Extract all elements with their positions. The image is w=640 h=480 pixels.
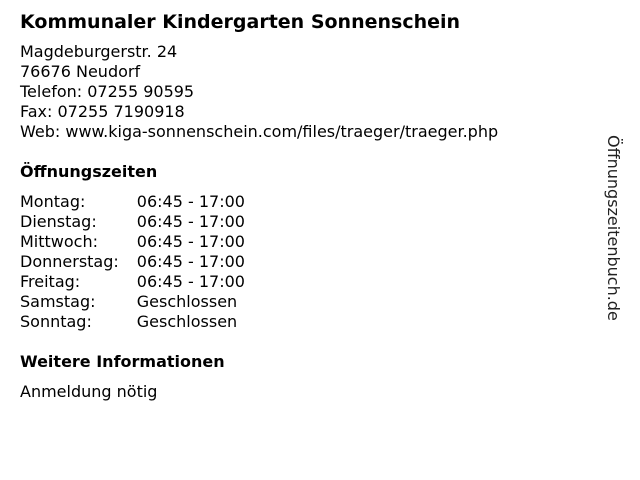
hours-value: 06:45 - 17:00	[136, 232, 245, 251]
hours-row-tuesday	[20, 212, 245, 232]
hours-value: 06:45 - 17:00	[136, 252, 245, 271]
more-info-text: Anmeldung nötig	[20, 382, 158, 401]
more-info-heading: Weitere Informationen	[20, 352, 225, 371]
hours-row-thursday	[20, 252, 245, 272]
day-label: Dienstag:	[20, 212, 97, 231]
hours-value: 06:45 - 17:00	[136, 192, 245, 211]
day-label: Sonntag:	[20, 312, 92, 331]
hours-row-wednesday	[20, 232, 245, 252]
fax-number: Fax: 07255 7190918	[20, 102, 185, 121]
street-address: Magdeburgerstr. 24	[20, 42, 178, 61]
address-block	[20, 42, 600, 142]
hours-row-monday	[20, 192, 245, 212]
city-address: 76676 Neudorf	[20, 62, 141, 81]
hours-value: Geschlossen	[136, 312, 238, 331]
day-label: Samstag:	[20, 292, 96, 311]
opening-hours-table	[20, 192, 245, 332]
day-label: Donnerstag:	[20, 252, 119, 271]
hours-row-saturday	[20, 292, 245, 312]
business-card	[20, 10, 600, 402]
opening-hours-heading: Öffnungszeiten	[20, 162, 158, 181]
hours-value: Geschlossen	[136, 292, 238, 311]
hours-row-friday	[20, 272, 245, 292]
day-label: Freitag:	[20, 272, 81, 291]
hours-value: 06:45 - 17:00	[136, 272, 245, 291]
hours-value: 06:45 - 17:00	[136, 212, 245, 231]
day-label: Mittwoch:	[20, 232, 98, 251]
day-label: Montag:	[20, 192, 86, 211]
phone-number: Telefon: 07255 90595	[20, 82, 195, 101]
hours-row-sunday	[20, 312, 245, 332]
brand-watermark: Öffnungszeitenbuch.de	[604, 135, 623, 321]
page-title: Kommunaler Kindergarten Sonnenschein	[20, 11, 461, 33]
website-link[interactable]: Web: www.kiga-sonnenschein.com/files/traeger/traeger.php	[20, 122, 499, 141]
